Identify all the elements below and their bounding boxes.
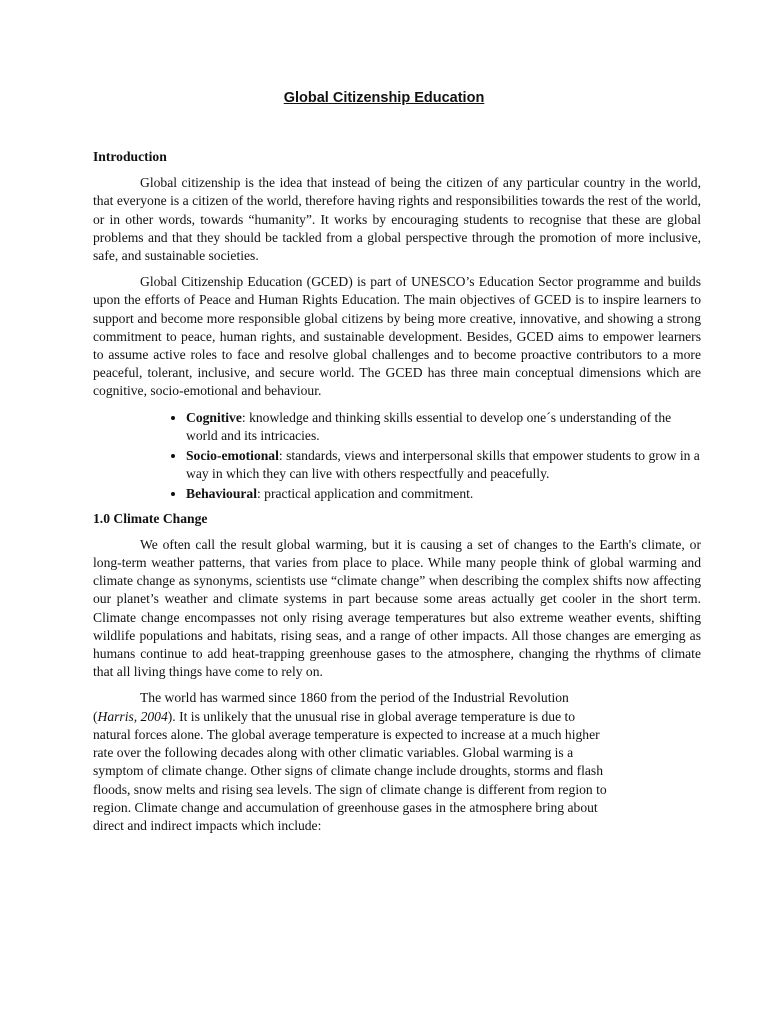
list-item — [186, 409, 701, 445]
dimensions-list — [93, 409, 701, 504]
climate-paragraph-2 — [93, 689, 613, 835]
section-heading-climate-change: 1.0 Climate Change — [93, 510, 208, 526]
intro-paragraph-2: Global Citizenship Education (GCED) is part of UNESCO’s Education Sector programme and builds upon the efforts of Peace and Human Rights Education. The main objectives of GCED is to inspire learners to support and become more responsible global citizens by being more creative, innovative, and showing a strong commitment to peace, human rights, and sustainable development. Besides, GCED aims to empower learners to assume active roles to face and resolve global challenges and to become proactive contributors to a more peaceful, tolerant, inclusive, and secure world. The GCED has three main conceptual dimensions which are cognitive, socio-emotional and behaviour. — [93, 274, 701, 399]
list-item-term: Cognitive — [186, 409, 242, 425]
paragraph-text: The world has warmed since 1860 from the period of the Industrial Revolution ( — [93, 690, 569, 724]
list-item — [186, 485, 701, 503]
list-item-text: : practical application and commitment. — [257, 486, 474, 502]
intro-paragraph-1: Global citizenship is the idea that instead of being the citizen of any particular country in the world, that everyone is a citizen of the world, therefore having rights and responsibilities towards the rest of the world, or in other words, towards “humanity”. It works by encouraging students to recognise that these are global problems and that they should be tackled from a global perspective through the promotion of more inclusive, safe, and sustainable societies. — [93, 175, 701, 264]
list-item-text: : knowledge and thinking skills essential to develop one´s understanding of the world and its intricacies. — [186, 409, 672, 443]
list-item-term: Behavioural — [186, 486, 257, 502]
list-item — [186, 447, 701, 483]
climate-paragraph-1: We often call the result global warming, but it is causing a set of changes to the Earth's climate, or long-term weather patterns, that varies from place to place. While many people think of global warming and climate change as synonyms, scientists use “climate change” when describing the complex shifts now affecting our planet’s weather and climate systems in part because some areas actually get cooler in the short term. Climate change encompasses not only rising average temperatures but also extreme weather events, shifting wildlife populations and habitats, rising seas, and a range of other impacts. All those changes are emerging as humans continue to add heat-trapping greenhouse gases to the atmosphere, changing the rhythms of climate that all living things have come to rely on. — [93, 536, 701, 680]
list-item-term: Socio-emotional — [186, 448, 279, 464]
paragraph-text: ). It is unlikely that the unusual rise in global average temperature is due to natural forces alone. The global average temperature is expected to increase at a much higher rate over the following decades along with other climatic variables. Global warming is a symptom of climate change. Other signs of climate change include droughts, storms and flash floods, snow melts and rising sea levels. The sign of climate change is different from region to region. Climate change and accumulation of greenhouse gases in the atmosphere bring about direct and indirect impacts which include: — [93, 708, 607, 833]
document-title: Global Citizenship Education — [283, 90, 485, 106]
section-heading-introduction: Introduction — [93, 149, 167, 164]
document-body — [93, 148, 701, 843]
citation: Harris, 2004 — [97, 708, 168, 724]
list-item-text: : standards, views and interpersonal skills that empower students to grow in a way in which they can live with others respectfully and peacefully. — [186, 448, 700, 482]
